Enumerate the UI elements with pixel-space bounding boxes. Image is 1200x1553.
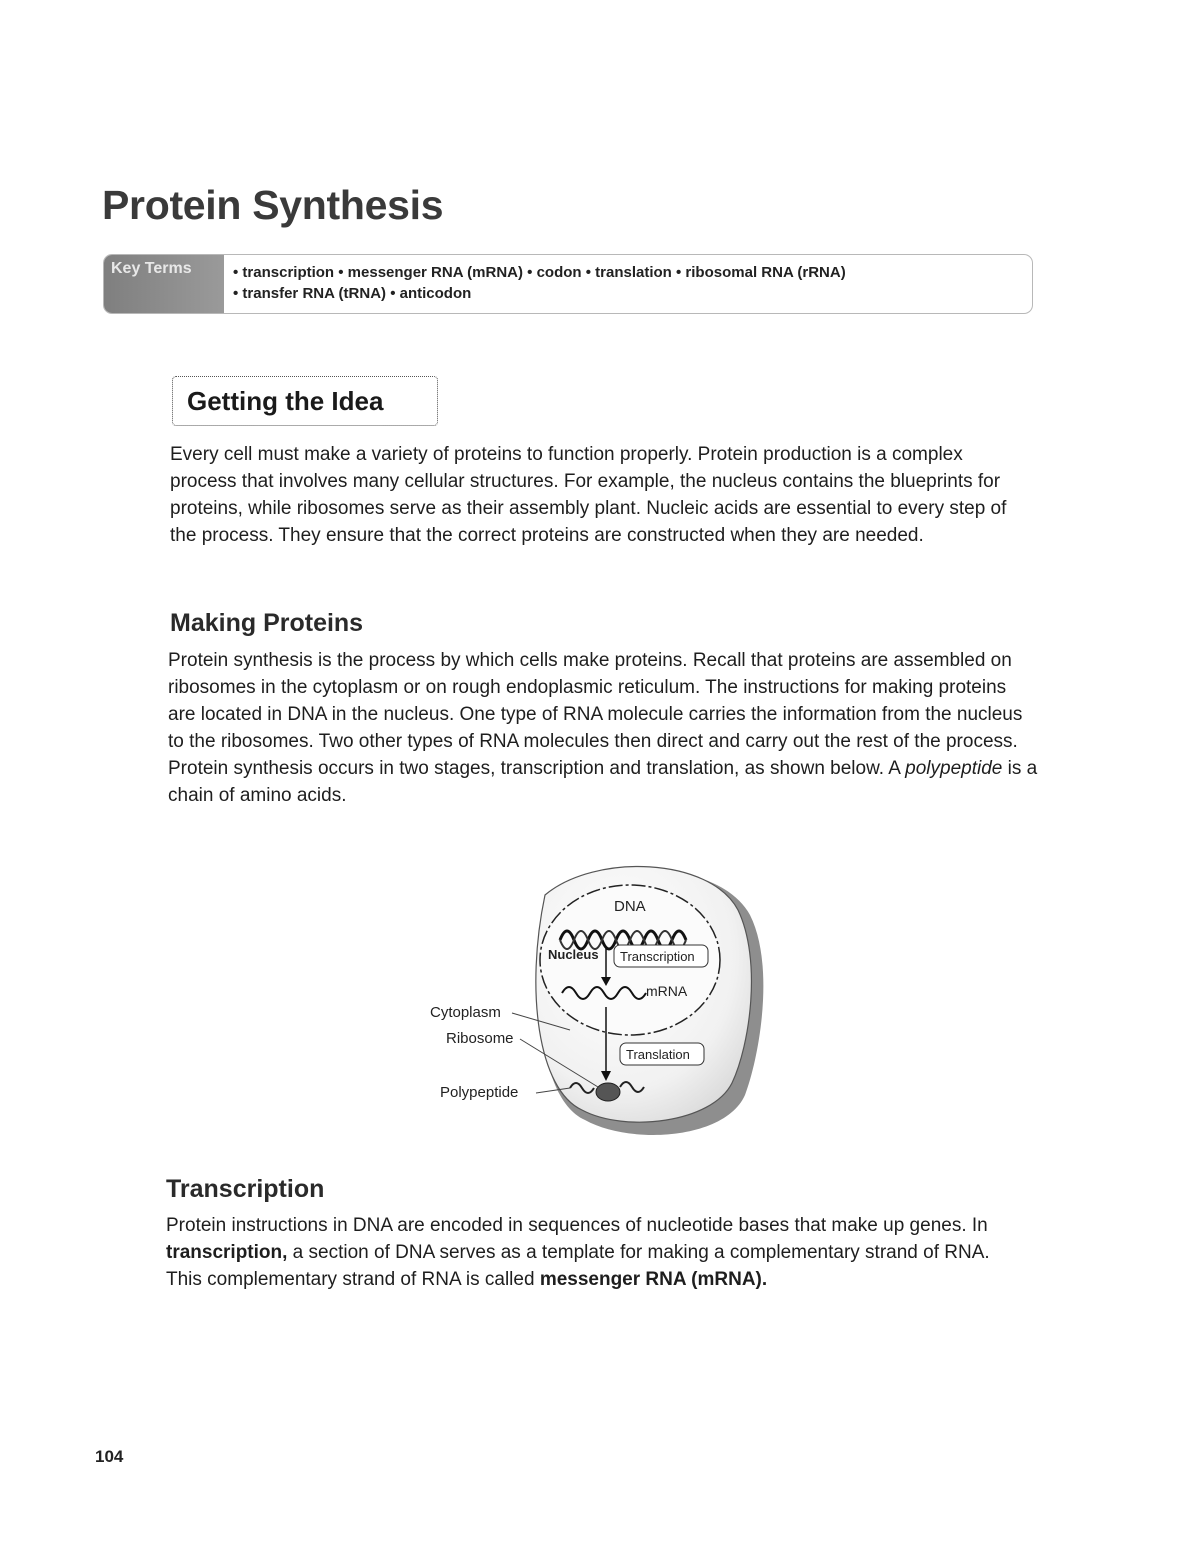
page-title: Protein Synthesis [102, 182, 444, 228]
getting-idea-paragraph: Every cell must make a variety of proteins to function properly. Protein production is a complex process that involves many cellular structures. For example, the nucleus contains the blueprints for proteins, while ribosomes serve as their assembly plant. Nucleic acids are essential to every step of the process. They ensure that the correct proteins are constructed when they are needed. [170, 444, 1007, 546]
mrna-term: messenger RNA (mRNA). [539, 1269, 768, 1290]
making-proteins-text-1: Protein synthesis is the process by which cells make proteins. Recall that proteins are assembled on ribosomes in the cytoplasm or on rough endoplasmic reticulum. The instructions for making proteins are located in DNA in the nucleus. One type of RNA molecule carries the information from the nucleus to the ribosomes. Two other types of RNA molecules then direct and carry out the rest of the process. Protein synthesis occurs in two stages, transcription and translation, as shown below. A [168, 650, 1023, 779]
key-terms-line-1: • transcription • messenger RNA (mRNA) • codon • translation • ribosomal RNA (rRNA) [233, 264, 846, 281]
polypeptide-label: Polypeptide [440, 1084, 519, 1101]
getting-idea-box [172, 376, 438, 426]
dna-label: DNA [614, 898, 646, 915]
ribosome-shape [596, 1083, 620, 1101]
transcription-text-1: Protein instructions in DNA are encoded in sequences of nucleotide bases that make up genes. In [166, 1215, 988, 1236]
key-terms-box [103, 254, 1033, 314]
transcription-label: Transcription [620, 949, 695, 964]
mrna-label: mRNA [646, 983, 688, 999]
key-terms-label: Key Terms [104, 255, 224, 313]
protein-synthesis-diagram [420, 855, 780, 1145]
transcription-text-2: a section of DNA serves as a template for making a complementary strand of RNA. This complementary strand of RNA is called [166, 1242, 990, 1290]
key-terms-line-2: • transfer RNA (tRNA) • anticodon [233, 285, 472, 302]
page-number: 104 [95, 1447, 124, 1466]
polypeptide-term: polypeptide [905, 758, 1003, 779]
key-terms-list [233, 262, 1023, 304]
transcription-term: transcription, [166, 1242, 288, 1263]
ribosome-label: Ribosome [446, 1030, 514, 1047]
making-proteins-heading: Making Proteins [170, 609, 364, 637]
transcription-heading: Transcription [166, 1175, 325, 1203]
transcription-paragraph [166, 1212, 1026, 1293]
cytoplasm-label: Cytoplasm [430, 1004, 501, 1021]
getting-idea-heading: Getting the Idea [187, 386, 384, 416]
nucleus-label: Nucleus [548, 947, 599, 962]
making-proteins-text-2: is a chain of amino acids. [168, 758, 1038, 806]
translation-label: Translation [626, 1047, 690, 1062]
making-proteins-paragraph [168, 647, 1038, 809]
